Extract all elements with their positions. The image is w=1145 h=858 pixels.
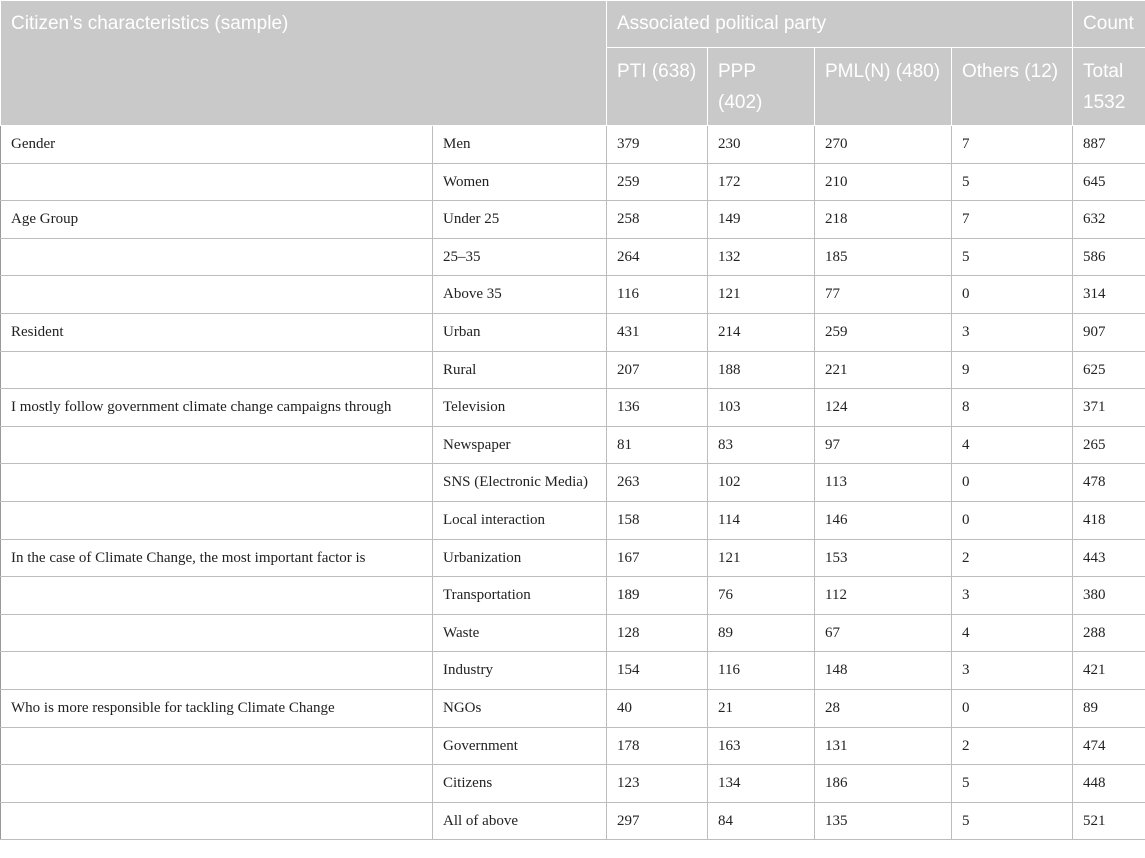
cell-others: 4 <box>952 426 1073 464</box>
table-row <box>1 163 1145 201</box>
row-group-label <box>1 163 433 201</box>
table-row <box>1 727 1145 765</box>
cell-ppp: 214 <box>708 313 815 351</box>
cell-pti: 258 <box>607 201 708 239</box>
cell-pti: 167 <box>607 539 708 577</box>
cell-total: 625 <box>1073 351 1145 389</box>
cell-pmln: 146 <box>815 501 952 539</box>
cell-pmln: 270 <box>815 126 952 164</box>
table-row <box>1 238 1145 276</box>
cell-others: 0 <box>952 501 1073 539</box>
cell-ppp: 163 <box>708 727 815 765</box>
table-header <box>1 1 1145 126</box>
cell-pti: 297 <box>607 802 708 840</box>
cell-pti: 264 <box>607 238 708 276</box>
cell-pti: 81 <box>607 426 708 464</box>
header-party-ppp: PPP (402) <box>708 48 815 126</box>
header-characteristics: Citizen’s characteristics (sample) <box>1 1 607 126</box>
cell-pmln: 221 <box>815 351 952 389</box>
cell-others: 0 <box>952 689 1073 727</box>
cell-total: 887 <box>1073 126 1145 164</box>
cell-ppp: 84 <box>708 802 815 840</box>
row-sub-label: Women <box>433 163 607 201</box>
header-party-pmln: PML(N) (480) <box>815 48 952 126</box>
cell-ppp: 172 <box>708 163 815 201</box>
cell-ppp: 121 <box>708 539 815 577</box>
cell-pmln: 77 <box>815 276 952 314</box>
table-row <box>1 501 1145 539</box>
row-sub-label: Transportation <box>433 577 607 615</box>
cell-total: 265 <box>1073 426 1145 464</box>
table-row <box>1 464 1145 502</box>
cell-total: 421 <box>1073 652 1145 690</box>
cell-pmln: 185 <box>815 238 952 276</box>
cell-ppp: 134 <box>708 765 815 803</box>
cell-total: 474 <box>1073 727 1145 765</box>
cell-total: 645 <box>1073 163 1145 201</box>
cell-pti: 263 <box>607 464 708 502</box>
row-group-label <box>1 238 433 276</box>
cell-ppp: 89 <box>708 614 815 652</box>
table-body <box>1 126 1145 840</box>
cell-pmln: 131 <box>815 727 952 765</box>
cell-total: 443 <box>1073 539 1145 577</box>
row-sub-label: 25–35 <box>433 238 607 276</box>
row-group-label <box>1 501 433 539</box>
row-group-label <box>1 765 433 803</box>
row-sub-label: Under 25 <box>433 201 607 239</box>
table-row <box>1 389 1145 427</box>
row-sub-label: Television <box>433 389 607 427</box>
row-group-label <box>1 652 433 690</box>
cell-pmln: 113 <box>815 464 952 502</box>
cell-others: 7 <box>952 201 1073 239</box>
cell-pti: 158 <box>607 501 708 539</box>
cell-ppp: 149 <box>708 201 815 239</box>
cell-others: 3 <box>952 652 1073 690</box>
row-sub-label: NGOs <box>433 689 607 727</box>
row-group-label: Who is more responsible for tackling Climate Change <box>1 689 433 727</box>
row-sub-label: Government <box>433 727 607 765</box>
cell-total: 371 <box>1073 389 1145 427</box>
cell-total: 89 <box>1073 689 1145 727</box>
cell-others: 2 <box>952 539 1073 577</box>
cell-pmln: 135 <box>815 802 952 840</box>
cell-total: 907 <box>1073 313 1145 351</box>
row-sub-label: Waste <box>433 614 607 652</box>
row-group-label <box>1 577 433 615</box>
cell-total: 586 <box>1073 238 1145 276</box>
table-row <box>1 313 1145 351</box>
header-count: Count <box>1073 1 1145 48</box>
cell-pmln: 124 <box>815 389 952 427</box>
row-group-label <box>1 276 433 314</box>
row-group-label <box>1 426 433 464</box>
cell-pmln: 148 <box>815 652 952 690</box>
table-row <box>1 351 1145 389</box>
cell-pmln: 97 <box>815 426 952 464</box>
cell-pti: 178 <box>607 727 708 765</box>
table-row <box>1 802 1145 840</box>
table-row <box>1 426 1145 464</box>
row-group-label: Resident <box>1 313 433 351</box>
cell-total: 478 <box>1073 464 1145 502</box>
cell-ppp: 103 <box>708 389 815 427</box>
cell-others: 0 <box>952 464 1073 502</box>
cell-ppp: 116 <box>708 652 815 690</box>
cell-pti: 207 <box>607 351 708 389</box>
cell-ppp: 188 <box>708 351 815 389</box>
row-sub-label: Rural <box>433 351 607 389</box>
cell-ppp: 83 <box>708 426 815 464</box>
table-row <box>1 689 1145 727</box>
cell-total: 632 <box>1073 201 1145 239</box>
cell-ppp: 132 <box>708 238 815 276</box>
table-row <box>1 577 1145 615</box>
cell-others: 4 <box>952 614 1073 652</box>
row-group-label <box>1 727 433 765</box>
table-row <box>1 614 1145 652</box>
cell-others: 5 <box>952 765 1073 803</box>
cell-pti: 431 <box>607 313 708 351</box>
cell-pti: 123 <box>607 765 708 803</box>
header-party-pti: PTI (638) <box>607 48 708 126</box>
row-sub-label: Citizens <box>433 765 607 803</box>
header-associated-party: Associated political party <box>607 1 1073 48</box>
header-total: Total 1532 <box>1073 48 1145 126</box>
row-group-label: In the case of Climate Change, the most important factor is <box>1 539 433 577</box>
cell-pti: 40 <box>607 689 708 727</box>
row-group-label: I mostly follow government climate change campaigns through <box>1 389 433 427</box>
row-sub-label: Urbanization <box>433 539 607 577</box>
cell-others: 2 <box>952 727 1073 765</box>
row-group-label: Gender <box>1 126 433 164</box>
row-sub-label: Industry <box>433 652 607 690</box>
cell-pti: 154 <box>607 652 708 690</box>
cell-ppp: 21 <box>708 689 815 727</box>
cell-total: 380 <box>1073 577 1145 615</box>
cell-pmln: 67 <box>815 614 952 652</box>
row-group-label <box>1 351 433 389</box>
cell-pti: 379 <box>607 126 708 164</box>
cell-others: 8 <box>952 389 1073 427</box>
cell-others: 5 <box>952 238 1073 276</box>
table-row <box>1 276 1145 314</box>
cell-ppp: 102 <box>708 464 815 502</box>
row-group-label <box>1 802 433 840</box>
cell-ppp: 114 <box>708 501 815 539</box>
cell-total: 418 <box>1073 501 1145 539</box>
cell-pmln: 28 <box>815 689 952 727</box>
cell-pti: 128 <box>607 614 708 652</box>
cell-pti: 136 <box>607 389 708 427</box>
row-sub-label: Above 35 <box>433 276 607 314</box>
row-sub-label: All of above <box>433 802 607 840</box>
cell-pti: 189 <box>607 577 708 615</box>
table-row <box>1 765 1145 803</box>
table-row <box>1 126 1145 164</box>
row-sub-label: SNS (Electronic Media) <box>433 464 607 502</box>
cell-pmln: 210 <box>815 163 952 201</box>
row-sub-label: Urban <box>433 313 607 351</box>
row-group-label: Age Group <box>1 201 433 239</box>
cell-pmln: 153 <box>815 539 952 577</box>
cell-total: 288 <box>1073 614 1145 652</box>
cell-others: 7 <box>952 126 1073 164</box>
cell-total: 448 <box>1073 765 1145 803</box>
table-row <box>1 201 1145 239</box>
cell-others: 0 <box>952 276 1073 314</box>
cell-ppp: 230 <box>708 126 815 164</box>
row-group-label <box>1 464 433 502</box>
table-row <box>1 652 1145 690</box>
cell-ppp: 121 <box>708 276 815 314</box>
cell-others: 5 <box>952 802 1073 840</box>
header-row-top <box>1 1 1145 48</box>
header-party-others: Others (12) <box>952 48 1073 126</box>
table-row <box>1 539 1145 577</box>
cell-others: 3 <box>952 577 1073 615</box>
cell-total: 521 <box>1073 802 1145 840</box>
cell-pmln: 112 <box>815 577 952 615</box>
row-group-label <box>1 614 433 652</box>
cell-pti: 116 <box>607 276 708 314</box>
cell-pmln: 186 <box>815 765 952 803</box>
cell-pmln: 259 <box>815 313 952 351</box>
cell-pti: 259 <box>607 163 708 201</box>
cell-others: 3 <box>952 313 1073 351</box>
row-sub-label: Newspaper <box>433 426 607 464</box>
cell-pmln: 218 <box>815 201 952 239</box>
cell-total: 314 <box>1073 276 1145 314</box>
row-sub-label: Local interaction <box>433 501 607 539</box>
row-sub-label: Men <box>433 126 607 164</box>
cell-others: 5 <box>952 163 1073 201</box>
cell-others: 9 <box>952 351 1073 389</box>
cell-ppp: 76 <box>708 577 815 615</box>
